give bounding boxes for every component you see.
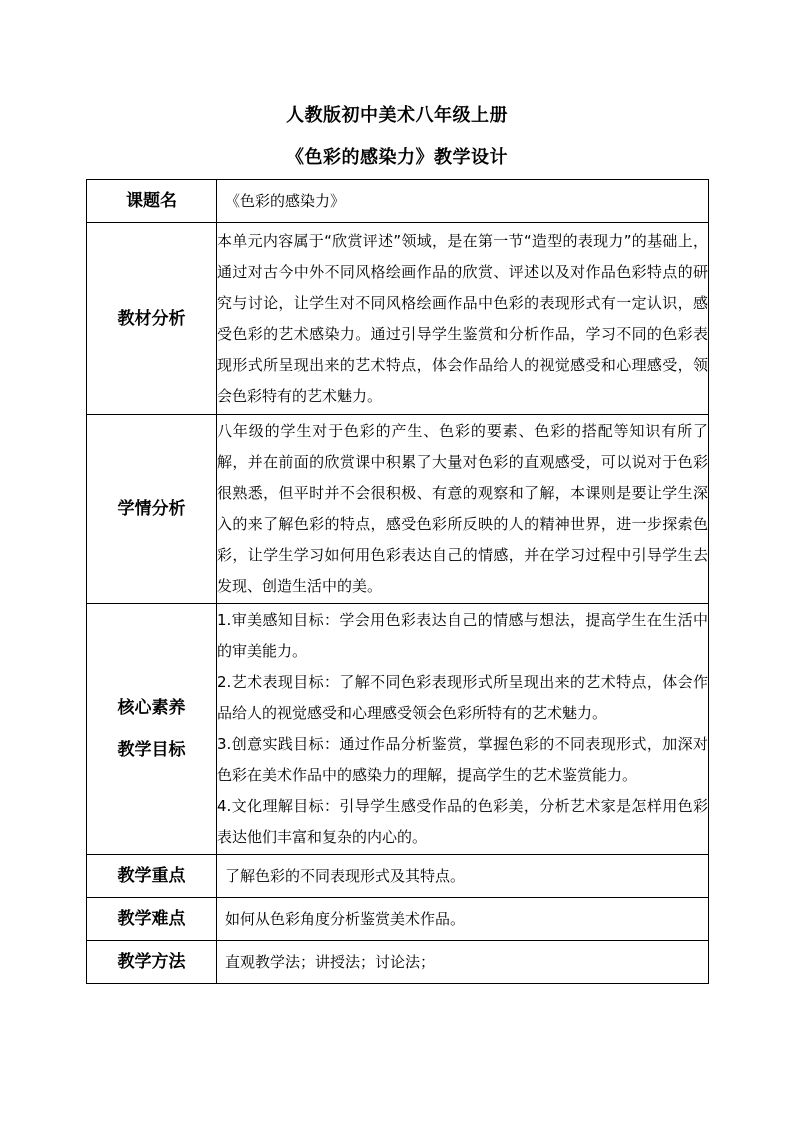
difficulties-value: 如何从色彩角度分析鉴赏美术作品。 [217, 898, 709, 941]
student-analysis-value: 八年级的学生对于色彩的产生、色彩的要素、色彩的搭配等知识有所了解，并在前面的欣赏课中积累了大量对色彩的直观感受，可以说对于色彩很熟悉，但平时并不会很积极、有意的观察和了解，本课则是要让学生深入的来了解色彩的特点，感受色彩所反映的人的精神世界，进一步探索色彩，让学生学习如何用色彩表达自己的情感，并在学习过程中引导学生去发现、创造生活中的美。 [217, 415, 709, 604]
table-row-difficulties [87, 898, 709, 941]
goal-culture: 4.文化理解目标：引导学生感受作品的色彩美，分析艺术家是怎样用色彩表达他们丰富和复杂的内心的。 [217, 797, 708, 846]
goal-expression: 2.艺术表现目标：了解不同色彩表现形式所呈现出来的艺术特点，体会作品给人的视觉感受和心理感受领会色彩所特有的艺术魅力。 [217, 673, 708, 722]
material-analysis-value: 本单元内容属于“欣赏评述”领域，是在第一节“造型的表现力”的基础上，通过对古今中外不同风格绘画作品的欣赏、评述以及对作品色彩特点的研究与讨论，让学生对不同风格绘画作品中色彩的表现形式有一定认识，感受色彩的艺术感染力。通过引导学生鉴赏和分析作品，学习不同的色彩表现形式所呈现出来的艺术特点，体会作品给人的视觉感受和心理感受，领会色彩特有的艺术魅力。 [217, 223, 709, 415]
goal-aesthetic: 1.审美感知目标：学会用色彩表达自己的情感与想法，提高学生在生活中的审美能力。 [217, 611, 708, 660]
methods-label: 教学方法 [87, 941, 217, 984]
key-points-label: 教学重点 [87, 855, 217, 898]
document-title: 人教版初中美术八年级上册 [286, 105, 508, 126]
table-row-methods [87, 941, 709, 984]
key-points-value: 了解色彩的不同表现形式及其特点。 [217, 855, 709, 898]
document-subtitle: 《色彩的感染力》教学设计 [286, 147, 508, 168]
table-row-student-analysis [87, 415, 709, 604]
goal-practice: 3.创意实践目标：通过作品分析鉴赏，掌握色彩的不同表现形式，加深对色彩在美术作品中的感染力的理解，提高学生的艺术鉴赏能力。 [217, 735, 708, 784]
table-row-key-points [87, 855, 709, 898]
table-row-material-analysis [87, 223, 709, 415]
core-goals-label [87, 604, 217, 855]
topic-value: 《色彩的感染力》 [217, 180, 709, 223]
table-row-topic [87, 180, 709, 223]
core-goals-label-line2: 教学目标 [117, 740, 186, 760]
lesson-design-table [86, 179, 709, 984]
methods-value: 直观教学法；讲授法；讨论法； [217, 941, 709, 984]
table-row-core-goals [87, 604, 709, 855]
material-analysis-label: 教材分析 [87, 223, 217, 415]
difficulties-label: 教学难点 [87, 898, 217, 941]
core-goals-value [217, 604, 709, 855]
student-analysis-label: 学情分析 [87, 415, 217, 604]
topic-label: 课题名 [87, 180, 217, 223]
core-goals-label-line1: 核心素养 [117, 698, 186, 718]
